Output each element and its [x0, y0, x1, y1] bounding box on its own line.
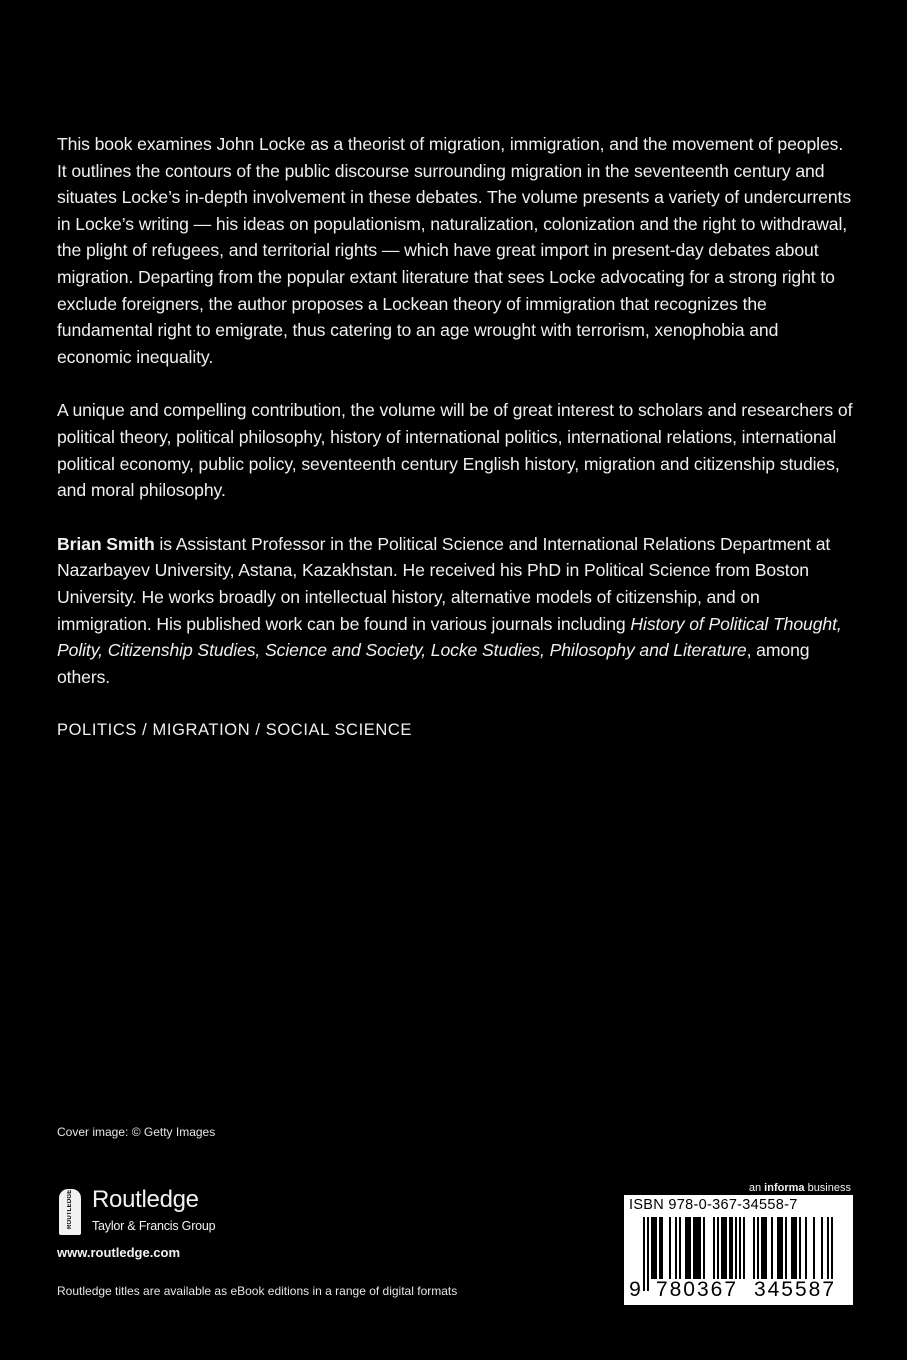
routledge-emblem-icon [59, 1189, 81, 1235]
barcode-bar [689, 1217, 691, 1279]
isbn-barcode [624, 1195, 853, 1305]
barcode-bar [805, 1217, 807, 1279]
publisher-website: www.routledge.com [57, 1245, 181, 1260]
emblem-text: ROUTLEDGE [67, 1189, 73, 1229]
author-bio-text: is Assistant Professor in the Political Science and International Relations Department at Nazarbayev University, Astana, Kazakhstan. He received his PhD in Political Science from Boston University. He works broadly on intellectual history, alternative models of citizenship, and on immigration. His published work can be found in various journals including [57, 533, 831, 634]
barcode-bar [813, 1217, 815, 1279]
barcode-bar [685, 1217, 687, 1279]
publisher-name: Routledge [92, 1186, 199, 1213]
barcode-bar [799, 1217, 801, 1279]
barcode-bar [725, 1217, 727, 1279]
barcode-bar [743, 1217, 745, 1279]
barcode-bar [731, 1217, 733, 1279]
author-bio [57, 531, 857, 691]
barcode-bar [695, 1217, 697, 1279]
isbn-label: ISBN 978-0-367-34558-7 [629, 1197, 798, 1213]
informa-prefix: an [748, 1182, 765, 1194]
isbn-right-group: 345587 [748, 1279, 842, 1301]
cover-text-block [57, 131, 857, 771]
barcode-bar [693, 1217, 695, 1279]
isbn-first-digit: 9 [627, 1279, 643, 1301]
barcode-bar [661, 1217, 663, 1279]
barcode-bar [771, 1217, 773, 1279]
barcode-bar [723, 1217, 725, 1279]
author-bio-ending: , among others. [57, 640, 810, 687]
subject-categories: POLITICS / MIGRATION / SOCIAL SCIENCE [57, 721, 413, 740]
barcode-bar [717, 1217, 719, 1279]
barcode-bar [763, 1217, 765, 1279]
barcode-bar [795, 1217, 797, 1279]
isbn-left-group: 780367 [650, 1279, 744, 1301]
barcode-bar [777, 1217, 779, 1279]
informa-brand: informa [764, 1182, 805, 1194]
barcode-guard-bar [643, 1217, 645, 1291]
barcode-bar [703, 1217, 705, 1279]
description-paragraph-1: This book examines John Locke as a theorist of migration, immigration, and the movement of peoples. It outlines the contours of the public discourse surrounding migration in the seventeenth century and situates Locke’s in-depth involvement in these debates. The volume presents a variety of undercurrents in Locke’s writing — his ideas on populationism, naturalization, colonization and the right to withdrawal, the plight of refugees, and territorial rights — which have great import in present-day debates about migration. Departing from the popular extant literature that sees Locke advocating for a strong right to exclude foreigners, the author proposes a Lockean theory of immigration that recognizes the fundamental right to emigrate, thus catering to an age wrought with terrorism, xenophobia and economic inequality. [57, 134, 852, 367]
barcode-bar [793, 1217, 795, 1279]
barcode-bar [713, 1217, 715, 1279]
barcode-bar [765, 1217, 767, 1279]
barcode-bar [821, 1217, 823, 1279]
barcode-bar [785, 1217, 787, 1279]
author-name: Brian Smith [57, 533, 155, 554]
barcode-bar [655, 1217, 657, 1279]
publisher-group: Taylor & Francis Group [92, 1219, 216, 1233]
barcode-bar [653, 1217, 655, 1279]
barcode-bar [697, 1217, 699, 1279]
informa-suffix: business [804, 1182, 851, 1194]
barcode-bar [675, 1217, 677, 1279]
barcode-bar [721, 1217, 723, 1279]
cover-image-credit: Cover image: © Getty Images [57, 1125, 216, 1139]
barcode-bar [651, 1217, 653, 1279]
publisher-logo [57, 1188, 287, 1240]
barcode-bar [781, 1217, 783, 1279]
informa-business-label [749, 1182, 851, 1194]
barcode-bar [699, 1217, 701, 1279]
barcode-bar [757, 1217, 759, 1279]
barcode-bar [791, 1217, 793, 1279]
barcode-bar [687, 1217, 689, 1279]
barcode-bar [669, 1217, 671, 1279]
barcode-bar [761, 1217, 763, 1279]
barcode-bar [753, 1217, 755, 1279]
description-paragraph-2: A unique and compelling contribution, the volume will be of great interest to scholars and researchers of political theory, political philosophy, history of international politics, international relations, international political economy, public policy, seventeenth century English history, migration and citizenship studies, and moral philosophy. [57, 400, 853, 501]
ebook-availability-note: Routledge titles are available as eBook editions in a range of digital formats [57, 1284, 458, 1298]
barcode-bar [679, 1217, 681, 1279]
barcode-bar [659, 1217, 661, 1279]
barcode-bar [779, 1217, 781, 1279]
barcode-bar [729, 1217, 731, 1279]
journal-list: History of Political Thought, Polity, Citizenship Studies, Science and Society, Locke Studies, Philosophy and Literature [57, 613, 842, 661]
barcode-guard-bar [647, 1217, 649, 1291]
